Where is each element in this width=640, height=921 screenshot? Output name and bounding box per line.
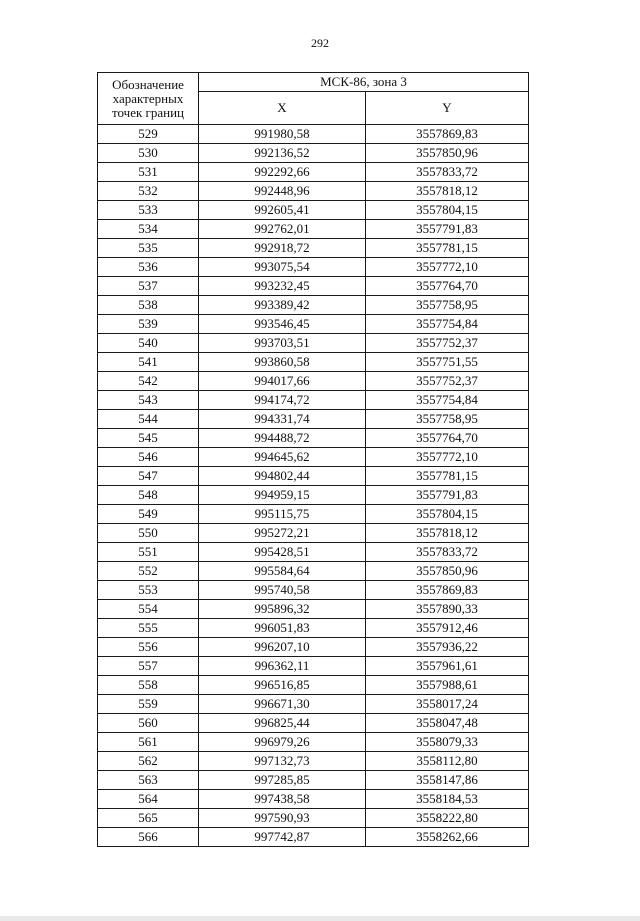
table-row [98, 277, 529, 296]
x-value-cell: 992136,52 [199, 144, 366, 163]
point-number-cell: 536 [98, 258, 199, 277]
x-column-header: X [199, 92, 366, 125]
y-value-cell: 3557752,37 [366, 334, 529, 353]
table-header [98, 73, 529, 125]
y-value-cell: 3557758,95 [366, 296, 529, 315]
point-number-cell: 543 [98, 391, 199, 410]
point-number-cell: 541 [98, 353, 199, 372]
y-value-cell: 3557804,15 [366, 505, 529, 524]
x-value-cell: 993546,45 [199, 315, 366, 334]
y-value-cell: 3558017,24 [366, 695, 529, 714]
table-row [98, 657, 529, 676]
point-number-cell: 540 [98, 334, 199, 353]
point-number-cell: 562 [98, 752, 199, 771]
x-value-cell: 997285,85 [199, 771, 366, 790]
x-value-cell: 993389,42 [199, 296, 366, 315]
y-value-cell: 3557869,83 [366, 125, 529, 144]
y-value-cell: 3558222,80 [366, 809, 529, 828]
x-value-cell: 996671,30 [199, 695, 366, 714]
table-row [98, 372, 529, 391]
x-value-cell: 994645,62 [199, 448, 366, 467]
point-number-cell: 553 [98, 581, 199, 600]
point-number-cell: 564 [98, 790, 199, 809]
point-number-cell: 560 [98, 714, 199, 733]
table-row [98, 334, 529, 353]
table-row [98, 695, 529, 714]
x-value-cell: 997438,58 [199, 790, 366, 809]
x-value-cell: 996207,10 [199, 638, 366, 657]
table-row [98, 220, 529, 239]
point-number-cell: 532 [98, 182, 199, 201]
x-value-cell: 997132,73 [199, 752, 366, 771]
table-row [98, 239, 529, 258]
point-number-cell: 557 [98, 657, 199, 676]
x-value-cell: 994174,72 [199, 391, 366, 410]
point-number-cell: 558 [98, 676, 199, 695]
table-row [98, 638, 529, 657]
x-value-cell: 992605,41 [199, 201, 366, 220]
table-row [98, 315, 529, 334]
point-number-cell: 537 [98, 277, 199, 296]
table-row [98, 258, 529, 277]
point-number-cell: 539 [98, 315, 199, 334]
y-value-cell: 3557781,15 [366, 239, 529, 258]
point-number-cell: 559 [98, 695, 199, 714]
y-value-cell: 3557772,10 [366, 258, 529, 277]
point-number-cell: 554 [98, 600, 199, 619]
x-value-cell: 992448,96 [199, 182, 366, 201]
x-value-cell: 994959,15 [199, 486, 366, 505]
table-row [98, 752, 529, 771]
x-value-cell: 993075,54 [199, 258, 366, 277]
y-column-header: Y [366, 92, 529, 125]
table-row [98, 410, 529, 429]
y-value-cell: 3558112,80 [366, 752, 529, 771]
y-value-cell: 3557988,61 [366, 676, 529, 695]
x-value-cell: 993860,58 [199, 353, 366, 372]
x-value-cell: 992762,01 [199, 220, 366, 239]
y-value-cell: 3557772,10 [366, 448, 529, 467]
header-row [98, 73, 529, 92]
page-number: 292 [311, 36, 329, 50]
table-row [98, 296, 529, 315]
point-number-cell: 556 [98, 638, 199, 657]
point-number-cell: 565 [98, 809, 199, 828]
point-label-header: Обозначение характерных точек границ [98, 73, 199, 125]
table-row [98, 353, 529, 372]
table-row [98, 163, 529, 182]
x-value-cell: 996979,26 [199, 733, 366, 752]
scan-edge [0, 916, 640, 921]
coordinates-table [97, 72, 529, 847]
point-number-cell: 531 [98, 163, 199, 182]
y-value-cell: 3558079,33 [366, 733, 529, 752]
y-value-cell: 3557791,83 [366, 486, 529, 505]
point-number-cell: 546 [98, 448, 199, 467]
table-row [98, 201, 529, 220]
table-row [98, 714, 529, 733]
y-value-cell: 3558047,48 [366, 714, 529, 733]
table-row [98, 600, 529, 619]
point-number-cell: 555 [98, 619, 199, 638]
point-number-cell: 561 [98, 733, 199, 752]
x-value-cell: 991980,58 [199, 125, 366, 144]
y-value-cell: 3557758,95 [366, 410, 529, 429]
y-value-cell: 3557961,61 [366, 657, 529, 676]
y-value-cell: 3558262,66 [366, 828, 529, 847]
y-value-cell: 3557833,72 [366, 163, 529, 182]
y-value-cell: 3557818,12 [366, 182, 529, 201]
coordinate-system-header: МСК-86, зона 3 [199, 73, 529, 92]
point-number-cell: 542 [98, 372, 199, 391]
y-value-cell: 3557752,37 [366, 372, 529, 391]
x-value-cell: 993703,51 [199, 334, 366, 353]
x-value-cell: 997742,87 [199, 828, 366, 847]
x-value-cell: 994331,74 [199, 410, 366, 429]
x-value-cell: 994802,44 [199, 467, 366, 486]
table-row [98, 771, 529, 790]
table-row [98, 581, 529, 600]
table-row [98, 429, 529, 448]
table-row [98, 486, 529, 505]
x-value-cell: 995584,64 [199, 562, 366, 581]
point-number-cell: 552 [98, 562, 199, 581]
table-row [98, 562, 529, 581]
point-number-cell: 529 [98, 125, 199, 144]
x-value-cell: 996051,83 [199, 619, 366, 638]
table-row [98, 467, 529, 486]
x-value-cell: 996362,11 [199, 657, 366, 676]
x-value-cell: 995428,51 [199, 543, 366, 562]
x-value-cell: 994488,72 [199, 429, 366, 448]
table-row [98, 676, 529, 695]
y-value-cell: 3557912,46 [366, 619, 529, 638]
point-number-cell: 530 [98, 144, 199, 163]
y-value-cell: 3557890,33 [366, 600, 529, 619]
x-value-cell: 997590,93 [199, 809, 366, 828]
y-value-cell: 3557804,15 [366, 201, 529, 220]
point-number-cell: 534 [98, 220, 199, 239]
x-value-cell: 994017,66 [199, 372, 366, 391]
table-row [98, 828, 529, 847]
y-value-cell: 3557751,55 [366, 353, 529, 372]
point-number-cell: 566 [98, 828, 199, 847]
point-number-cell: 548 [98, 486, 199, 505]
table-row [98, 391, 529, 410]
x-value-cell: 992918,72 [199, 239, 366, 258]
y-value-cell: 3557850,96 [366, 562, 529, 581]
y-value-cell: 3557850,96 [366, 144, 529, 163]
table-body [98, 125, 529, 847]
table-row [98, 733, 529, 752]
point-number-cell: 551 [98, 543, 199, 562]
point-number-cell: 547 [98, 467, 199, 486]
y-value-cell: 3557818,12 [366, 524, 529, 543]
y-value-cell: 3557781,15 [366, 467, 529, 486]
y-value-cell: 3557833,72 [366, 543, 529, 562]
table-row [98, 790, 529, 809]
point-number-cell: 544 [98, 410, 199, 429]
point-number-cell: 563 [98, 771, 199, 790]
table-row [98, 809, 529, 828]
y-value-cell: 3557764,70 [366, 277, 529, 296]
point-number-cell: 538 [98, 296, 199, 315]
x-value-cell: 995740,58 [199, 581, 366, 600]
point-number-cell: 550 [98, 524, 199, 543]
point-number-cell: 535 [98, 239, 199, 258]
table-row [98, 448, 529, 467]
table-row [98, 619, 529, 638]
point-number-cell: 533 [98, 201, 199, 220]
y-value-cell: 3557791,83 [366, 220, 529, 239]
table-row [98, 524, 529, 543]
x-value-cell: 995115,75 [199, 505, 366, 524]
x-value-cell: 995272,21 [199, 524, 366, 543]
x-value-cell: 992292,66 [199, 163, 366, 182]
y-value-cell: 3558147,86 [366, 771, 529, 790]
y-value-cell: 3557754,84 [366, 391, 529, 410]
y-value-cell: 3558184,53 [366, 790, 529, 809]
x-value-cell: 996825,44 [199, 714, 366, 733]
table-row [98, 543, 529, 562]
y-value-cell: 3557869,83 [366, 581, 529, 600]
table-row [98, 505, 529, 524]
x-value-cell: 993232,45 [199, 277, 366, 296]
table-row [98, 144, 529, 163]
point-number-cell: 545 [98, 429, 199, 448]
y-value-cell: 3557754,84 [366, 315, 529, 334]
x-value-cell: 995896,32 [199, 600, 366, 619]
table-row [98, 125, 529, 144]
y-value-cell: 3557936,22 [366, 638, 529, 657]
y-value-cell: 3557764,70 [366, 429, 529, 448]
x-value-cell: 996516,85 [199, 676, 366, 695]
table-row [98, 182, 529, 201]
point-number-cell: 549 [98, 505, 199, 524]
